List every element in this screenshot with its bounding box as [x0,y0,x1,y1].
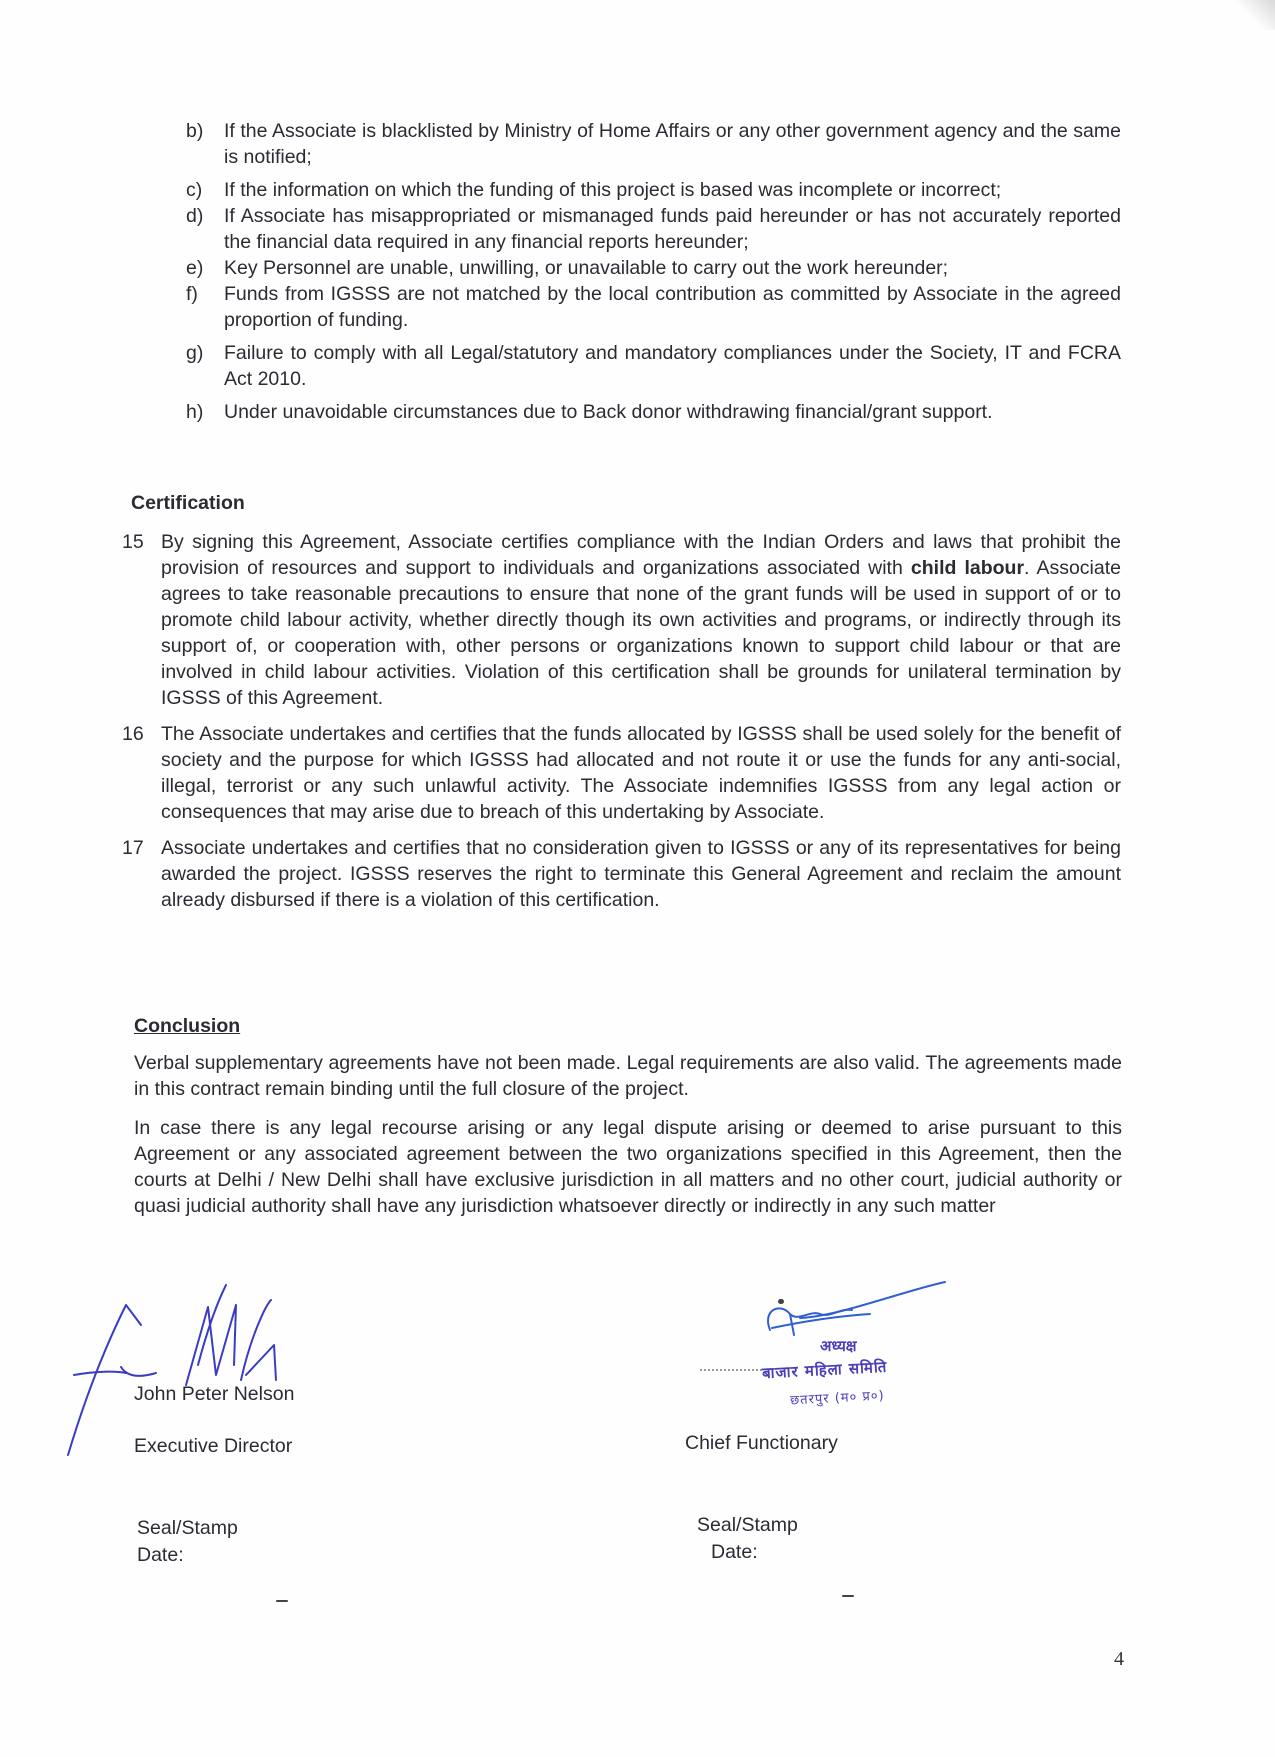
list-item [186,340,1121,392]
page-number: 4 [1114,1648,1124,1670]
conclusion-paragraph: Verbal supplementary agreements have not been made. Legal requirements are also valid. The agreements made in this contract remain binding until the full closure of the project. [134,1052,1122,1100]
list-item [186,281,1121,333]
list-item-text: Under unavoidable circumstances due to Back donor withdrawing financial/grant support. [224,401,993,423]
signatory-title-left: Executive Director [134,1435,293,1457]
scan-corner-shadow [1235,0,1275,30]
clause-text: The Associate undertakes and certifies that the funds allocated by IGSSS shall be used solely for the benefit of society and the purpose for which IGSSS had allocated and not route it or use the funds for any anti-social, illegal, terrorist or any such unlawful activity. The Associate indemnifies IGSSS from any legal action or consequences that may arise due to breach of this undertaking by Associate. [161,723,1121,823]
clause-text-part: By signing this Agreement, Associate certifies compliance with the Indian Orders and laws that prohibit the provision of resources and support to individuals and organizations associated with [161,531,1121,579]
list-item-text: Failure to comply with all Legal/statutory and mandatory compliances under the Society, IT and FCRA Act 2010. [224,342,1121,390]
list-item-text: If Associate has misappropriated or mismanaged funds paid hereunder or has not accurately reported the financial data required in any financial reports hereunder; [224,205,1121,253]
date-label: Date: [711,1541,758,1563]
scan-speck [276,1600,288,1602]
seal-label: Seal/Stamp [697,1514,798,1536]
signature-right-icon [760,1280,960,1340]
list-item-text: If the Associate is blacklisted by Ministry of Home Affairs or any other government agency and the same is notified; [224,120,1121,168]
scan-speck [778,1299,784,1304]
list-item [186,118,1121,170]
clause-text: Associate undertakes and certifies that no consideration given to IGSSS or any of its representatives for being awarded the project. IGSSS reserves the right to terminate this General Agreement and reclaim the amount already disbursed if there is a violation of this certification. [161,837,1121,911]
list-item [186,255,1121,281]
list-item-label: g) [186,342,204,364]
list-item-text: If the information on which the funding of this project is based was incomplete or incorrect; [224,179,1002,201]
signatory-name-left: John Peter Nelson [134,1383,295,1405]
stamp-organization: बाजार महिला समिति [761,1357,888,1383]
clause-number: 15 [122,531,144,553]
list-item-label: d) [186,205,204,227]
signatory-title-right: Chief Functionary [685,1432,838,1454]
conclusion-paragraph: In case there is any legal recourse arising or any legal dispute arising or deemed to arise pursuant to this Agreement or any associated agreement between the two organizations specified in this Agreement, then the courts at Delhi / New Delhi shall have exclusive jurisdiction in all matters and no other court, judicial authority or quasi judicial authority shall have any jurisdiction whatsoever directly or indirectly in any such matter [134,1117,1122,1217]
stamp-location: छतरपुर (म० प्र०) [789,1388,886,1409]
signature-dotted-line [700,1369,762,1371]
list-item-label: c) [186,179,203,201]
clause-text-part: . Associate agrees to take reasonable precautions to ensure that none of the grant funds will be used in support of or to promote child labour activity, whether directly though its own activities and programs, or indirectly through its support of, or cooperation with, other persons or organizations known to support child labour or that are involved in child labour activities. Violation of this certification shall be grounds for unilateral termination by IGSSS of this Agreement. [161,557,1121,709]
list-item [186,177,1121,203]
list-item-label: b) [186,120,204,142]
seal-date-block-left [137,1515,238,1569]
clause-number: 17 [122,837,144,859]
conclusion-heading: Conclusion [134,1015,241,1037]
certification-heading: Certification [131,492,245,514]
clause-17 [122,835,1121,913]
clause-16 [122,721,1121,825]
list-item-label: h) [186,401,204,423]
clause-number: 16 [122,723,144,745]
certification-clauses [122,529,1121,923]
list-item-label: e) [186,257,204,279]
list-item-label: f) [186,283,198,305]
scan-speck [842,1595,854,1597]
date-label: Date: [137,1544,184,1566]
list-item-text: Key Personnel are unable, unwilling, or unavailable to carry out the work hereunder; [224,257,949,279]
termination-conditions-list [186,118,1121,432]
clause-text [161,529,1121,711]
list-item-text: Funds from IGSSS are not matched by the local contribution as committed by Associate in the agreed proportion of funding. [224,283,1121,331]
clause-emphasis: child labour [910,557,1025,579]
seal-label: Seal/Stamp [137,1517,238,1539]
clause-15 [122,529,1121,711]
seal-date-block-right [697,1512,798,1566]
list-item [186,203,1121,255]
stamp-title: अध्यक्ष [820,1337,857,1355]
list-item [186,399,1121,425]
